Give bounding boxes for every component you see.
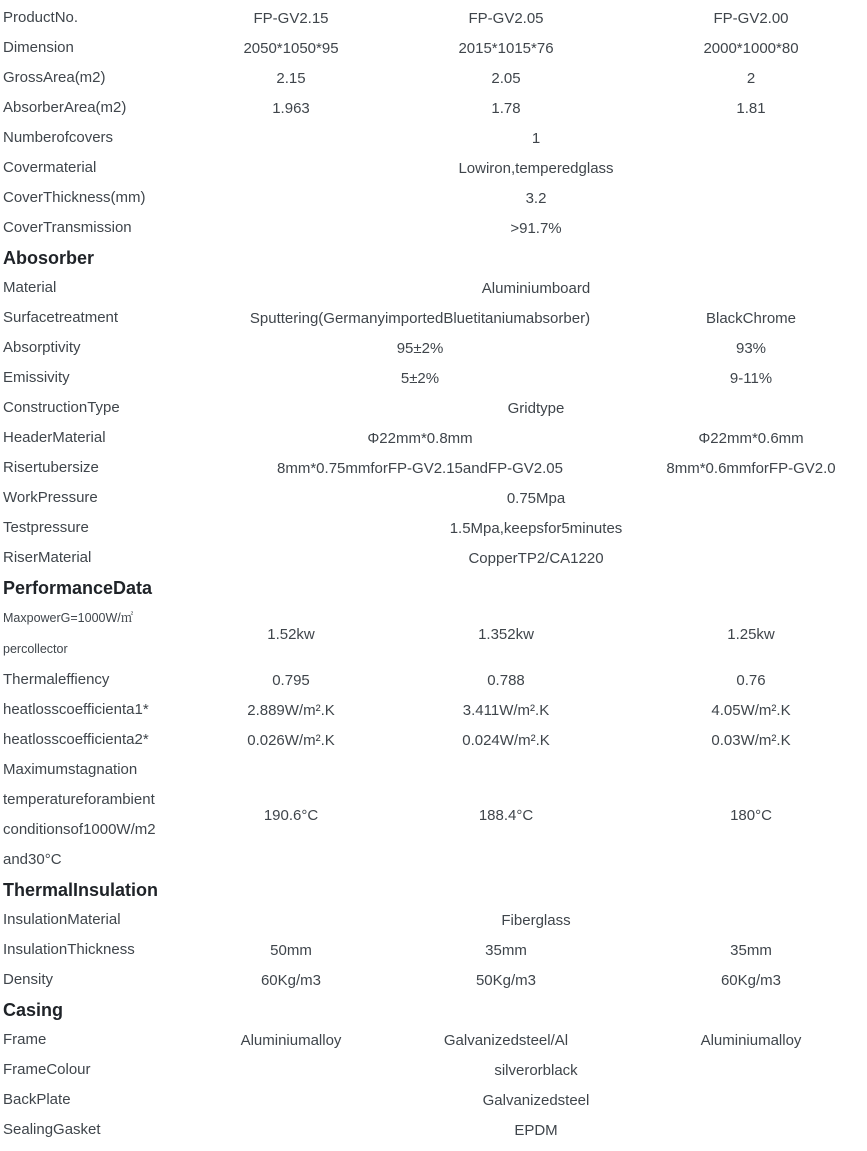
row-label bbox=[0, 665, 205, 695]
row-label-line: heatlosscoefficienta1* bbox=[3, 701, 149, 718]
section-header: Casing bbox=[3, 1000, 64, 1020]
spec-row bbox=[0, 665, 867, 695]
row-label-line: Dimension bbox=[3, 39, 74, 56]
cell-value: 8mm*0.75mmforFP-GV2.15andFP-GV2.05 bbox=[277, 459, 563, 477]
row-label bbox=[0, 695, 205, 725]
spec-row bbox=[0, 93, 867, 123]
spec-row bbox=[0, 303, 867, 333]
section-row bbox=[0, 875, 867, 905]
row-label bbox=[0, 333, 205, 363]
cell-value: 1.52kw bbox=[267, 625, 315, 643]
row-label-line: FrameColour bbox=[3, 1061, 91, 1078]
row-label bbox=[0, 123, 205, 153]
row-label bbox=[0, 153, 205, 183]
cell-value: FP-GV2.00 bbox=[713, 9, 789, 27]
row-label bbox=[0, 93, 205, 123]
cell-value: Φ22mm*0.6mm bbox=[698, 429, 804, 447]
row-label-line: Thermaleffiency bbox=[3, 671, 110, 688]
cell-value: 5±2% bbox=[400, 369, 440, 387]
cell-value: 190.6°C bbox=[263, 806, 319, 824]
row-label-line: heatlosscoefficienta2* bbox=[3, 731, 149, 748]
spec-row bbox=[0, 1085, 867, 1115]
row-label-line: Numberofcovers bbox=[3, 129, 114, 146]
row-label-line: InsulationMaterial bbox=[3, 911, 121, 928]
row-label bbox=[0, 905, 205, 935]
row-label bbox=[0, 33, 205, 63]
row-label-line: Frame bbox=[3, 1031, 47, 1048]
cell-value: 9-11% bbox=[729, 369, 773, 387]
cell-value: 1.963 bbox=[272, 99, 310, 117]
row-label-line: CoverThickness(mm) bbox=[3, 189, 146, 206]
row-label bbox=[0, 213, 205, 243]
spec-row bbox=[0, 935, 867, 965]
row-label bbox=[0, 965, 205, 995]
spec-row bbox=[0, 1025, 867, 1055]
cell-value: 1.25kw bbox=[727, 625, 775, 643]
cell-value: 0.75Mpa bbox=[506, 489, 566, 507]
cell-value: 1 bbox=[531, 129, 541, 147]
row-label-line: conditionsof1000W/m2 bbox=[3, 821, 156, 838]
cell-value: 3.411W/m².K bbox=[462, 701, 550, 719]
cell-value: FP-GV2.15 bbox=[253, 9, 329, 27]
cell-value: FP-GV2.05 bbox=[468, 9, 544, 27]
row-label-line: ConstructionType bbox=[3, 399, 120, 416]
cell-value: 95±2% bbox=[396, 339, 444, 357]
row-label-line: Emissivity bbox=[3, 369, 70, 386]
cell-value: 4.05W/m².K bbox=[711, 701, 791, 719]
spec-row bbox=[0, 33, 867, 63]
cell-value: 2.15 bbox=[276, 69, 306, 87]
section-row bbox=[0, 243, 867, 273]
cell-value: Aluminiumboard bbox=[481, 279, 591, 297]
spec-row bbox=[0, 393, 867, 423]
spec-row bbox=[0, 1115, 867, 1145]
row-label bbox=[0, 725, 205, 755]
cell-value: 2015*1015*76 bbox=[458, 39, 554, 57]
spec-row bbox=[0, 543, 867, 573]
cell-value: EPDM bbox=[514, 1121, 558, 1139]
cell-value: 0.026W/m².K bbox=[247, 731, 335, 749]
row-label bbox=[0, 755, 205, 875]
cell-value: 0.76 bbox=[736, 671, 766, 689]
cell-value: 0.024W/m².K bbox=[462, 731, 550, 749]
spec-row bbox=[0, 725, 867, 755]
spec-table-body bbox=[0, 3, 867, 1145]
spec-row bbox=[0, 363, 867, 393]
cell-value: Φ22mm*0.8mm bbox=[367, 429, 473, 447]
cell-value: 93% bbox=[735, 339, 767, 357]
spec-row bbox=[0, 603, 867, 665]
row-label bbox=[0, 393, 205, 423]
cell-value: Galvanizedsteel/Al bbox=[443, 1031, 569, 1049]
cell-value: BlackChrome bbox=[705, 309, 797, 327]
row-label bbox=[0, 483, 205, 513]
spec-row bbox=[0, 453, 867, 483]
cell-value: 35mm bbox=[485, 941, 527, 959]
row-label bbox=[0, 1025, 205, 1055]
spec-row bbox=[0, 213, 867, 243]
cell-value: 1.81 bbox=[736, 99, 766, 117]
cell-value: 1.352kw bbox=[478, 625, 534, 643]
cell-value: 0.795 bbox=[272, 671, 310, 689]
row-label-line: SealingGasket bbox=[3, 1121, 101, 1138]
spec-row bbox=[0, 63, 867, 93]
spec-row bbox=[0, 183, 867, 213]
row-label bbox=[0, 1055, 205, 1085]
row-label bbox=[0, 363, 205, 393]
row-label bbox=[0, 1085, 205, 1115]
cell-value: Lowiron,temperedglass bbox=[458, 159, 614, 177]
cell-value: 2050*1050*95 bbox=[243, 39, 339, 57]
row-label-line: InsulationThickness bbox=[3, 941, 135, 958]
row-label bbox=[0, 63, 205, 93]
cell-value: 188.4°C bbox=[478, 806, 534, 824]
row-label-line: AbsorberArea(m2) bbox=[3, 99, 127, 116]
cell-value: 0.788 bbox=[487, 671, 525, 689]
row-label bbox=[0, 1115, 205, 1145]
row-label bbox=[0, 453, 205, 483]
product-spec-table bbox=[0, 3, 867, 1145]
spec-row bbox=[0, 123, 867, 153]
cell-value: 1.78 bbox=[491, 99, 521, 117]
row-label bbox=[0, 513, 205, 543]
cell-value: 2 bbox=[746, 69, 756, 87]
cell-value: Fiberglass bbox=[501, 911, 571, 929]
cell-value: Aluminiumalloy bbox=[700, 1031, 802, 1049]
cell-value: 60Kg/m3 bbox=[720, 971, 782, 989]
cell-value: Aluminiumalloy bbox=[240, 1031, 342, 1049]
spec-row bbox=[0, 965, 867, 995]
row-label bbox=[0, 423, 205, 453]
spec-row bbox=[0, 755, 867, 875]
cell-value: 3.2 bbox=[525, 189, 547, 207]
row-label-line: percollector bbox=[3, 642, 68, 656]
row-label-line: Covermaterial bbox=[3, 159, 97, 176]
row-label-line: WorkPressure bbox=[3, 489, 98, 506]
cell-value: 35mm bbox=[730, 941, 772, 959]
cell-value: 2.05 bbox=[491, 69, 521, 87]
cell-value: 2000*1000*80 bbox=[703, 39, 799, 57]
row-label-line: ProductNo. bbox=[3, 9, 79, 26]
row-label-line: Surfacetreatment bbox=[3, 309, 119, 326]
row-label-line: HeaderMaterial bbox=[3, 429, 106, 446]
row-label bbox=[0, 935, 205, 965]
row-label-line: Maximumstagnation bbox=[3, 761, 138, 778]
cell-value: >91.7% bbox=[510, 219, 562, 237]
row-label-line: Absorptivity bbox=[3, 339, 81, 356]
cell-value: 50Kg/m3 bbox=[475, 971, 537, 989]
section-header: Abosorber bbox=[3, 248, 95, 268]
spec-row bbox=[0, 1055, 867, 1085]
cell-value: 60Kg/m3 bbox=[260, 971, 322, 989]
row-label-line: and30°C bbox=[3, 851, 62, 868]
row-label-line: Material bbox=[3, 279, 57, 296]
row-label-line: GrossArea(m2) bbox=[3, 69, 106, 86]
spec-row bbox=[0, 513, 867, 543]
row-label bbox=[0, 183, 205, 213]
cell-value: 180°C bbox=[730, 806, 772, 824]
row-label-line: Testpressure bbox=[3, 519, 89, 536]
cell-value: Sputtering(GermanyimportedBluetitaniumabsorber) bbox=[249, 309, 591, 327]
cell-value: 8mm*0.6mmforFP-GV2.0 bbox=[666, 459, 836, 477]
spec-row bbox=[0, 423, 867, 453]
spec-row bbox=[0, 3, 867, 33]
spec-row bbox=[0, 695, 867, 725]
cell-value: 50mm bbox=[270, 941, 312, 959]
row-label-line: RiserMaterial bbox=[3, 549, 92, 566]
spec-row bbox=[0, 153, 867, 183]
row-label bbox=[0, 543, 205, 573]
spec-row bbox=[0, 905, 867, 935]
row-label bbox=[0, 603, 205, 665]
section-header: ThermalInsulation bbox=[3, 880, 159, 900]
cell-value: silverorblack bbox=[494, 1061, 578, 1079]
cell-value: Gridtype bbox=[507, 399, 565, 417]
row-label bbox=[0, 303, 205, 333]
row-label-line: BackPlate bbox=[3, 1091, 71, 1108]
spec-row bbox=[0, 273, 867, 303]
section-row bbox=[0, 573, 867, 603]
row-label-line: temperatureforambient bbox=[3, 791, 155, 808]
spec-row bbox=[0, 333, 867, 363]
row-label-line: Risertubersize bbox=[3, 459, 99, 476]
section-header: PerformanceData bbox=[3, 578, 153, 598]
cell-value: 2.889W/m².K bbox=[247, 701, 335, 719]
row-label-line: MaxpowerG=1000W/㎡ bbox=[3, 611, 134, 625]
cell-value: CopperTP2/CA1220 bbox=[468, 549, 604, 567]
row-label bbox=[0, 3, 205, 33]
row-label bbox=[0, 273, 205, 303]
section-row bbox=[0, 995, 867, 1025]
spec-row bbox=[0, 483, 867, 513]
row-label-line: CoverTransmission bbox=[3, 219, 132, 236]
cell-value: 1.5Mpa,keepsfor5minutes bbox=[449, 519, 623, 537]
row-label-line: Density bbox=[3, 971, 54, 988]
cell-value: 0.03W/m².K bbox=[711, 731, 791, 749]
cell-value: Galvanizedsteel bbox=[482, 1091, 590, 1109]
